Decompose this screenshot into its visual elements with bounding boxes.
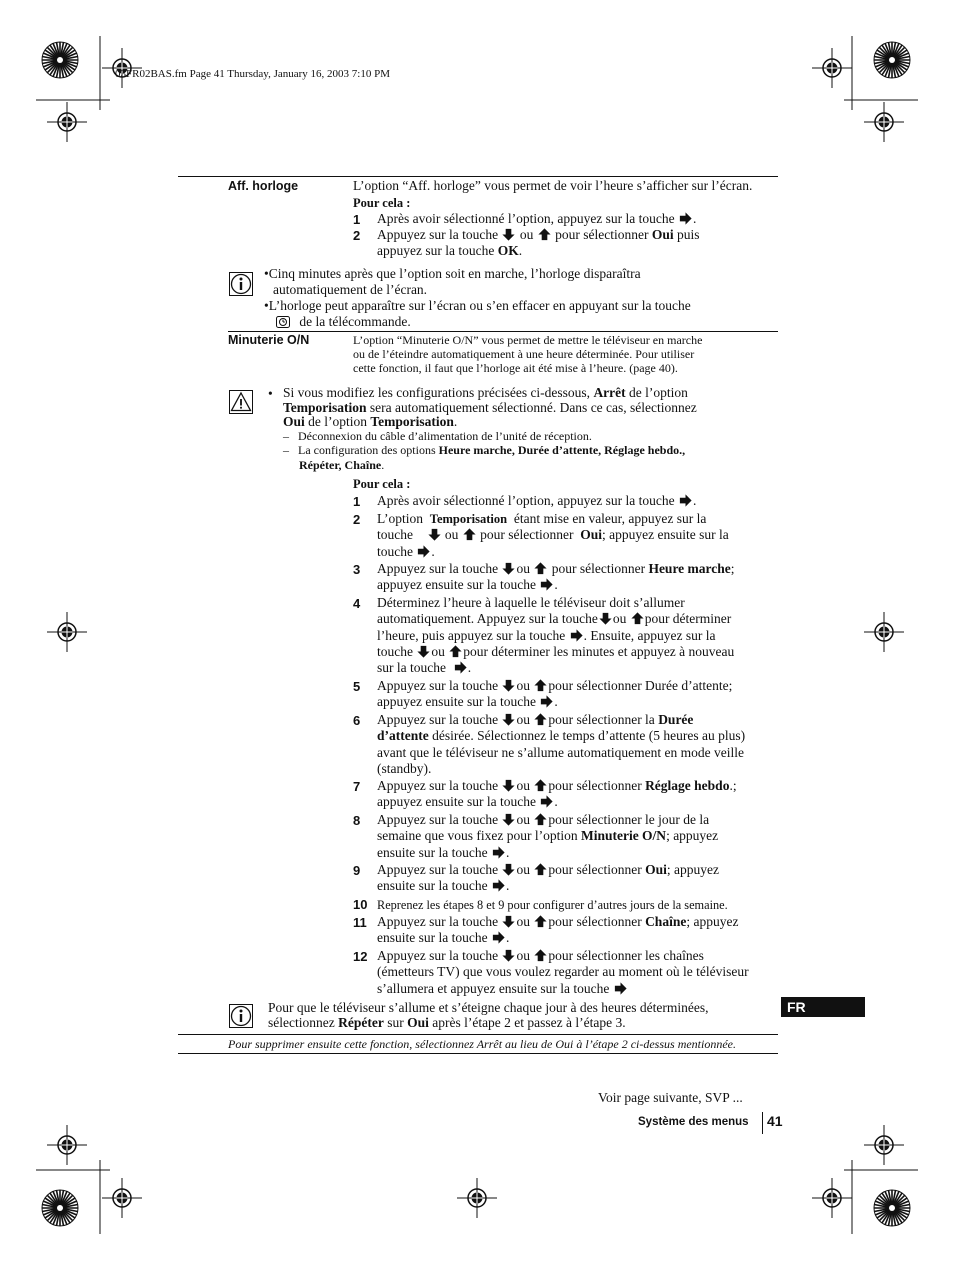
warning-text: Si vous modifiez les configurations précisées ci-dessous, Arrêt de l’option Temporisation sera automatiquement sélectionné. Dans ce cas, sélectionnez Oui de l’option Temporisation. (283, 385, 697, 429)
file-info-header: 03FR02BAS.fm Page 41 Thursday, January 16, 2003 7:10 PM (115, 68, 390, 80)
step-1: Après avoir sélectionné l’option, appuyez sur la touche . (377, 493, 697, 508)
footer-divider (762, 1112, 763, 1134)
arrow-down-icon (501, 778, 516, 793)
arrow-up-icon (533, 778, 548, 793)
italic-note: Pour supprimer ensuite cette fonction, sélectionnez Arrêt au lieu de Oui à l’étape 2 ci-dessus mentionnée. (228, 1037, 737, 1051)
warning-icon (229, 390, 253, 414)
arrow-down-icon (501, 678, 516, 693)
step-number: 8 (353, 813, 361, 828)
arrow-right-icon (539, 694, 554, 709)
registration-mark (47, 1125, 87, 1165)
step-9: Appuyez sur la touche ou pour sélectionner Oui; appuyez ensuite sur la touche . (377, 862, 719, 894)
registration-mark (864, 102, 904, 142)
step-number: 4 (353, 596, 361, 611)
arrow-right-icon (539, 577, 554, 592)
registration-mark (47, 102, 87, 142)
arrow-down-icon (501, 914, 516, 929)
arrow-down-icon (501, 227, 516, 242)
language-tab: FR (781, 997, 865, 1017)
section-title: Système des menus (638, 1116, 749, 1128)
aff-note-2: •L’horloge peut apparaître sur l’écran ou s’en effacer en appuyant sur la touche de la télécommande. (264, 298, 691, 329)
step-11: Appuyez sur la touche ou pour sélectionner Chaîne; appuyez ensuite sur la touche . (377, 914, 739, 946)
arrow-up-icon (537, 227, 552, 242)
arrow-right-icon (491, 878, 506, 893)
arrow-up-icon (533, 914, 548, 929)
step-12: Appuyez sur la touche ou pour sélectionner les chaînes (émetteurs TV) que vous voulez regarder au moment où le téléviseur s’allumera et appuyez ensuite sur la touche (377, 948, 749, 996)
arrow-right-icon (678, 493, 693, 508)
step-number: 1 (353, 494, 361, 509)
divider (178, 1034, 778, 1035)
arrow-down-icon (598, 611, 613, 626)
corner-star-mark (872, 40, 912, 80)
step-number: 3 (353, 562, 361, 577)
step-number: 5 (353, 679, 361, 694)
arrow-right-icon (678, 211, 693, 226)
arrow-up-icon (533, 712, 548, 727)
warning-bullet: • (268, 386, 273, 401)
step-number: 11 (353, 915, 367, 930)
minuterie-intro: L’option “Minuterie O/N” vous permet de mettre le téléviseur en marche ou de l’éteindre automatiquement à une heure déterminée. Pour utiliser cette fonction, il faut que l’horloge ait été mise à l’heure. (page 40). (353, 333, 703, 375)
aff-horloge-label: Aff. horloge (228, 179, 299, 193)
step-2: L’option Temporisation étant mise en valeur, appuyez sur la touche ou pour sélectionner Oui; appuyez ensuite sur la touche . (377, 511, 729, 559)
arrow-up-icon (533, 678, 548, 693)
arrow-down-icon (501, 561, 516, 576)
final-note: Pour que le téléviseur s’allume et s’éteigne chaque jour à des heures déterminées, sélectionnez Répéter sur Oui après l’étape 2 et passez à l’étape 3. (268, 1000, 709, 1030)
arrow-up-icon (533, 862, 548, 877)
arrow-up-icon (630, 611, 645, 626)
corner-star-mark (872, 1188, 912, 1228)
pour-cela: Pour cela : (353, 196, 411, 210)
step-number: 10 (353, 897, 368, 912)
step-6: Appuyez sur la touche ou pour sélectionner la Durée d’attente désirée. Sélectionnez le temps d’attente (5 heures au plus) avant que le téléviseur ne s’allume automatiquement en mode veille (standby). (377, 712, 746, 776)
registration-mark (864, 1125, 904, 1165)
pour-cela: Pour cela : (353, 477, 411, 491)
step-4: Déterminez l’heure à laquelle le téléviseur doit s’allumer automatiquement. Appuyez sur la touche ou pour déterminer l’heure, puis appuyez sur la touche . Ensuite, appuyez sur la touche ou pour déterminer les minutes et appuyez à nouveau sur la touche . (377, 595, 735, 676)
step-5: Appuyez sur la touche ou pour sélectionner Durée d’attente; appuyez ensuite sur la touche . (377, 678, 733, 710)
arrow-right-icon (539, 794, 554, 809)
arrow-right-icon (491, 845, 506, 860)
corner-star-mark (40, 40, 80, 80)
step-number: 2 (353, 512, 361, 527)
page-number: 41 (767, 1113, 783, 1129)
aff-intro: L’option “Aff. horloge” vous permet de voir l’heure s’afficher sur l’écran. (353, 178, 753, 193)
info-icon (229, 1004, 253, 1028)
arrow-up-icon (533, 561, 548, 576)
divider (228, 331, 778, 332)
registration-mark (812, 1178, 852, 1218)
arrow-down-icon (501, 812, 516, 827)
step-10: Reprenez les étapes 8 et 9 pour configurer d’autres jours de la semaine. (377, 898, 728, 912)
arrow-up-icon (462, 527, 477, 542)
minuterie-label: Minuterie O/N (228, 333, 310, 347)
arrow-up-icon (533, 948, 548, 963)
arrow-right-icon (569, 628, 584, 643)
aff-note-1: •Cinq minutes après que l’option soit en marche, l’horloge disparaîtra automatiquement de l’écran. (264, 266, 641, 297)
step-number: 9 (353, 863, 361, 878)
clock-button-icon (276, 316, 290, 328)
divider (178, 176, 778, 177)
arrow-right-icon (416, 544, 431, 559)
arrow-down-icon (427, 527, 442, 542)
arrow-down-icon (501, 948, 516, 963)
step-number: 12 (353, 949, 368, 964)
step-number: 1 (353, 212, 361, 227)
registration-mark (102, 1178, 142, 1218)
info-icon (229, 272, 253, 296)
warning-dash-list: – Déconnexion du câble d’alimentation de l’unité de réception. – La configuration des options Heure marche, Durée d’attente, Réglage hebdo., Répéter, Chaîne. (283, 429, 686, 472)
aff-step-2: Appuyez sur la touche ou pour sélectionner Oui puis appuyez sur la touche OK. (377, 227, 700, 259)
step-3: Appuyez sur la touche ou pour sélectionner Heure marche; appuyez ensuite sur la touche . (377, 561, 735, 593)
divider (178, 1053, 778, 1054)
registration-mark (864, 612, 904, 652)
registration-mark (47, 612, 87, 652)
arrow-right-icon (491, 930, 506, 945)
arrow-up-icon (448, 644, 463, 659)
corner-star-mark (40, 1188, 80, 1228)
step-7: Appuyez sur la touche ou pour sélectionner Réglage hebdo.; appuyez ensuite sur la touche . (377, 778, 737, 810)
arrow-right-icon (453, 660, 468, 675)
aff-step-1: Après avoir sélectionné l’option, appuyez sur la touche . (377, 211, 697, 226)
registration-mark (812, 48, 852, 88)
arrow-down-icon (501, 862, 516, 877)
step-8: Appuyez sur la touche ou pour sélectionner le jour de la semaine que vous fixez pour l’option Minuterie O/N; appuyez ensuite sur la touche . (377, 812, 719, 860)
arrow-down-icon (416, 644, 431, 659)
registration-mark (457, 1178, 497, 1218)
step-number: 7 (353, 779, 361, 794)
continued-note: Voir page suivante, SVP ... (598, 1090, 743, 1105)
step-number: 2 (353, 228, 361, 243)
arrow-up-icon (533, 812, 548, 827)
arrow-right-icon (613, 981, 628, 996)
arrow-down-icon (501, 712, 516, 727)
step-number: 6 (353, 713, 361, 728)
